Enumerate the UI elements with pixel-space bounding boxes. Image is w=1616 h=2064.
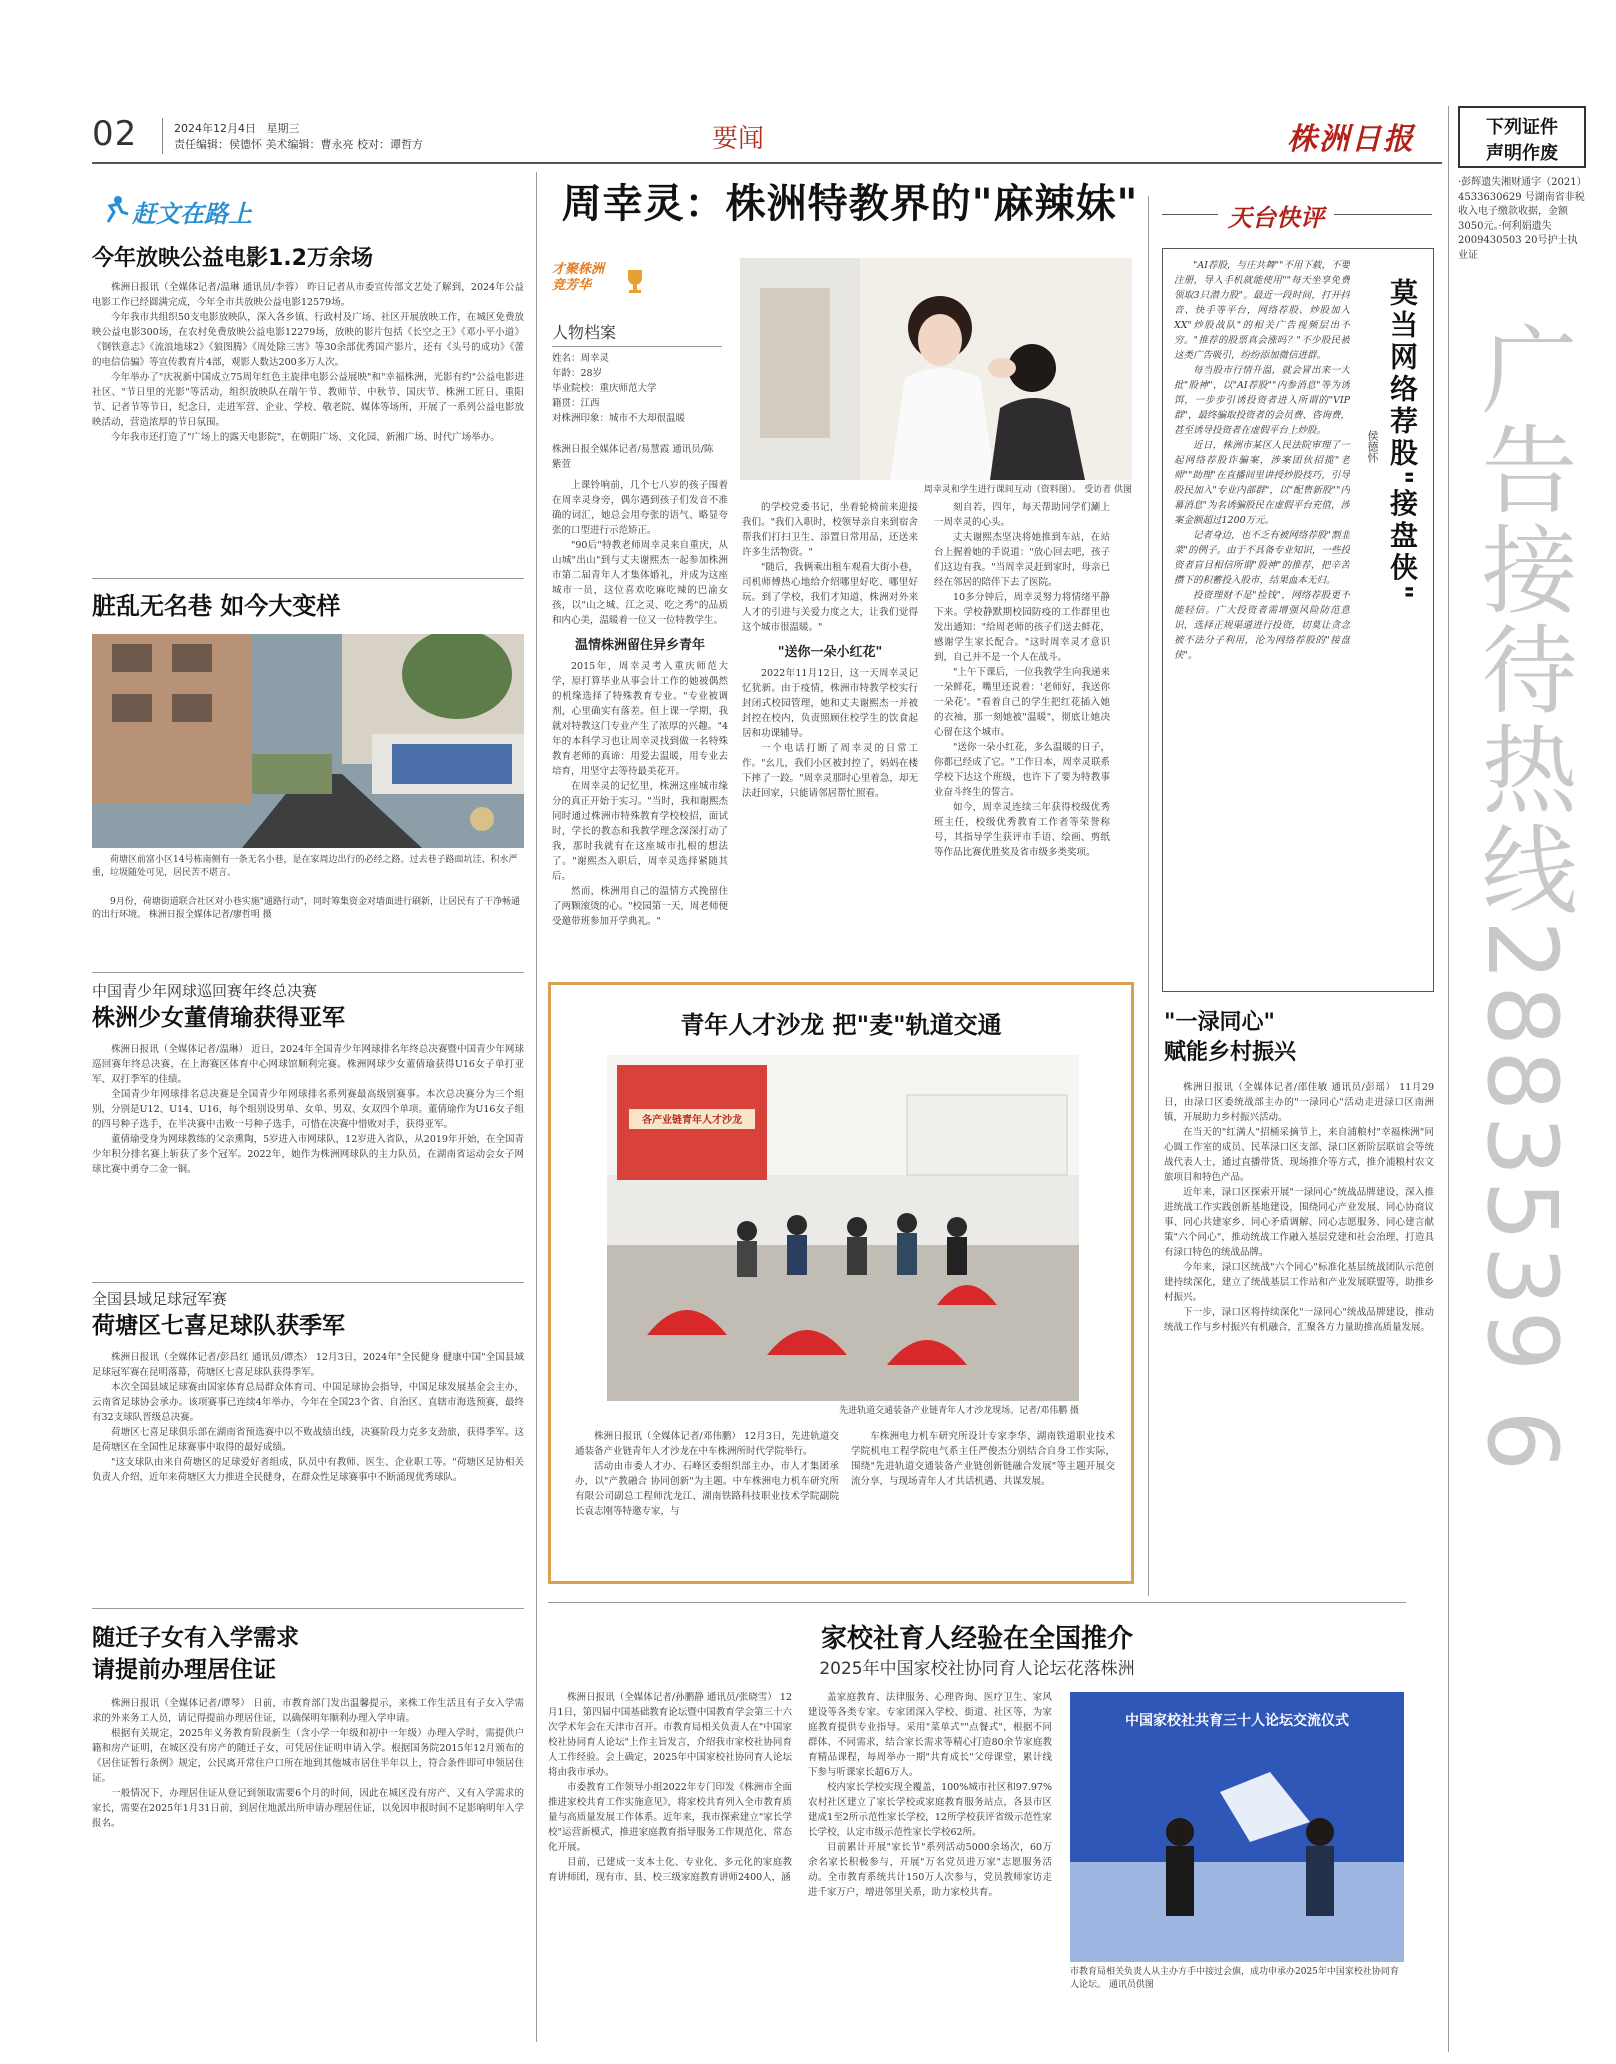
feature-photo <box>740 258 1132 480</box>
commentary-paragraph: 记者身边，也不乏有被网络荐股"割韭菜"的例子。由于不具备专业知识，一些投资者盲目相信所谓"股神"的推荐，把辛苦攒下的积蓄投入股市，结果血本无归。 <box>1174 530 1350 586</box>
article-title-line-1: "一渌同心" <box>1164 1010 1275 1035</box>
photo-caption: 周幸灵和学生进行课间互动（资料图）。 受访者 供图 <box>923 485 1132 495</box>
issue-weekday: 星期三 <box>266 122 300 135</box>
commentary-brand-bar <box>1162 198 1432 232</box>
feature-subheading: 温情株洲留住异乡青年 <box>574 638 705 653</box>
article-lane <box>92 590 524 940</box>
divider <box>548 1602 1406 1603</box>
article-byline: 株洲日报讯（全媒体记者/孙鹏静 通讯员/张晓雪） 12月1日，第四届中国基础教育论坛暨中国教育学会第三十六次学术年会在天津市召开。市教育局相关负责人在"中国家校社协同育人论坛"上作主旨发言，介绍我市家校社协同育人工作经验。会上确定，2025年中国家校社协同育人论坛将由我市承办。 <box>548 1692 792 1778</box>
feature-paragraph: 的学校党委书记，坐着轮椅前来迎接我们。"我们入职时，校领导亲自来到宿舍帮我们打扫卫生、添置日常用品，还送来许多生活物资。" <box>742 502 918 558</box>
article-paragraph: 一般情况下，办理居住证从登记到领取需要6个月的时间，因此在城区没有房产、又有入学需求的家长，需要在2025年1月31日前，到居住地派出所申请办理居住证，以免因申报时间不足影响明年入学报名。 <box>92 1788 524 1829</box>
article-paragraph: 活动由市委人才办、石峰区委组织部主办，市人才集团承办，以"产教融合 协同创新"为主题。中车株洲电力机车研究所有限公司副总工程师沈龙江、湖南铁路科技职业技术学院副院长袁志刚等特邀专家，与 <box>575 1461 839 1517</box>
runner-icon <box>100 194 130 224</box>
divider <box>162 118 163 154</box>
forum-column-1 <box>548 1690 792 2040</box>
article-paragraph: 今年我市共组织50支电影放映队，深入各乡镇、行政村及广场、社区开展放映工作，在城区免费放映公益电影300场，在农村免费放映公益电影12279场，放映的影片包括《长空之王》《邓小平小道》《钢铁意志》《流浪地球2》《狼图腾》《周处除三害》等30余部优秀国产影片，还有《头号的成功》《蕾的电信信骗》等宣传教育片4部，观影人数达200多万人次。 <box>92 312 524 368</box>
article-paragraph: "这支球队由来自荷塘区的足球爱好者组成，队员中有教师、医生、企业职工等。"荷塘区足协相关负责人介绍，近年来荷塘区大力推进全民健身，在群众性足球赛事中不断涌现优秀球队。 <box>92 1457 524 1483</box>
column-brand-text: 赶文在路上 <box>132 199 252 228</box>
divider <box>92 1282 524 1283</box>
salon-photo <box>607 1055 1079 1401</box>
salon-banner-text: 各产业链青年人才沙龙 <box>642 1115 742 1126</box>
commentary-paragraph: 近日，株洲市某区人民法院审理了一起网络荐股诈骗案，涉案团伙招揽"老师""助理"在直播间里讲授炒股技巧，引导股民加入"专业内部群"，以"配售新股""内幕消息"为名诱骗股民在虚假平台充值，涉案金额超过1200万元。 <box>1174 440 1350 526</box>
profile-box <box>552 320 722 430</box>
article-title-line-1: 随迁子女有入学需求 <box>92 1625 299 1651</box>
forum-subtitle: 2025年中国家校社协同育人论坛花落株洲 <box>819 1659 1135 1679</box>
column-divider <box>1148 196 1149 1596</box>
profile-item: 年龄：28岁 <box>552 368 603 379</box>
feature-column-3 <box>934 500 1110 978</box>
feature-badge <box>552 262 648 302</box>
feature-paragraph: 在周幸灵的记忆里，株洲这座城市缘分的真正开始于实习。"当时，我和谢熙杰同时通过株洲市特殊教育学校校招，面试时，学长的教态和我教学理念深深打动了我，那时我就有在这座城市扎根的想法了。"谢熙杰入职后，周幸灵选择紧随其后。 <box>552 781 728 882</box>
divider <box>92 972 524 973</box>
column-divider <box>536 172 537 2042</box>
notice-title-2: 声明作废 <box>1486 143 1558 164</box>
article-title-line-2: 赋能乡村振兴 <box>1164 1040 1297 1065</box>
article-paragraph: 市委教育工作领导小组2022年专门印发《株洲市全面推进家校共育工作实施意见》，将家校共育列入全市教育质量与高质量发展工作体系。近年来，我市探索建立"家长学校"运营新模式，推进家庭教育指导服务工作规范化、常态化开展。 <box>548 1782 792 1853</box>
article-title: 荷塘区七喜足球队获季军 <box>92 1313 345 1339</box>
article-byline: 株洲日报讯（全媒体记者/谭琴） 日前，市教育部门发出温馨提示，来株工作生活且有子女入学需求的外来务工人员，请记得提前办理居住证，以确保明年顺利办理入学申请。 <box>92 1698 524 1724</box>
notice-box <box>1458 106 1586 304</box>
masthead <box>92 110 1440 162</box>
feature-paragraph: 上课铃响前，几个七八岁的孩子围着在周幸灵身旁，偶尔遇到孩子们发音不准确的词汇，她总会用夸张的语气、略显夸张的口型进行示范矫正。 <box>552 480 728 536</box>
feature-paragraph: 2015年，周幸灵考入重庆师范大学，原打算毕业从事会计工作的她被偶然的机缘选择了特殊教育专业。"专业被调剂，心里确实有落差。但上课一学期，我就对特教这门专业产生了浓厚的兴趣。"4年的本科学习也让周幸灵找到做一名特殊教育老师的真谛：用爱去温暖，用专业去培育，用坚守去等待最美花开。 <box>552 661 728 777</box>
article-paragraph: 目前累计开展"家长节"系列活动5000余场次，60万余名家长积极参与，开展"万名党员进万家"志愿服务活动。全市教育系统共计150万人次参与，党员教师家访走进千家万户，增进邻里关系，助力家校共育。 <box>808 1842 1052 1898</box>
photo-caption: 荷塘区前富小区14号栋南侧有一条无名小巷，是在家周边出行的必经之路。过去巷子路面坑洼、积水严重，垃圾随处可见，居民苦不堪言。 <box>92 855 518 878</box>
page-number: 02 <box>92 114 138 154</box>
article-paragraph: 校内家长学校实现全覆盖，100%城市社区和97.97%农村社区建立了家长学校或家庭教育服务站点，各县市区建成1至2所示范性家长学校，12所学校获评省级示范性家长学校，认定市级示范性家长学校62所。 <box>808 1782 1052 1838</box>
article-paragraph: 本次全国县域足球赛由国家体育总局群众体育司、中国足球协会指导，中国足球发展基金会主办，云南省足球协会承办。该项赛事已连续4年举办，今年在全国23个省、自治区、直辖市海选预赛，最终有32支球队晋级总决赛。 <box>92 1382 524 1423</box>
article-paragraph: 全国青少年网球排名总决赛是全国青少年网球排名系列赛最高级别赛事。本次总决赛分为三个组别，分别是U12、U14、U16，每个组别设男单、女单、男双、女双四个单项。董倩瑜作为U16女子组的四号种子选手，在半决赛中击败一号种子选手，可惜在决赛中惜败对手，获得亚军。 <box>92 1089 524 1130</box>
masthead-rule <box>92 162 1442 164</box>
issue-date: 2024年12月4日 <box>174 122 256 135</box>
article-football <box>92 1288 524 1606</box>
feature-paragraph: "送你一朵小红花，多么温暖的日子，你都已经成了它。"工作日本，周幸灵联系学校下达这个班级，也许下了要为特教事业奋斗终生的誓言。 <box>934 742 1110 798</box>
profile-item: 毕业院校：重庆师范大学 <box>552 383 657 394</box>
feature-paragraph: 2022年11月12日，这一天周幸灵记忆犹新。由于疫情，株洲市特教学校实行封闭式校园管理，她和丈夫谢熙杰一并被封控在校内，负责照顾住校学生的饮食起居和功课辅导。 <box>742 668 918 739</box>
article-byline: 株洲日报讯（全媒体记者/温琳） 近日，2024年全国青少年网球排名年终总决赛暨中国青少年网球巡回赛年终总决赛，在上海赛区体育中心网球馆顺利完赛。株洲网球少女董倩瑜获得U16女子单打亚军、双打季军的佳绩。 <box>92 1044 524 1085</box>
article-paragraph: 车株洲电力机车研究所设计专家李华、湖南铁道职业技术学院机电工程学院电气系主任严俊杰分别结合自身工作实际，围绕"先进轨道交通装备产业链创新链融合发展"等主题开展交流分享，与现场青年人才共话机遇、共谋发展。 <box>851 1431 1115 1487</box>
profile-title: 人物档案 <box>552 320 722 347</box>
divider <box>92 578 524 579</box>
notice-text: ·彭辉遗失湘财通字（2021）4533630629 号湖南省非税收入电子缴款收据，金额3050元。·何利娟遗失2009430503 20号护士执业证 <box>1458 177 1585 261</box>
badge-line-2: 竞芳华 <box>552 278 592 293</box>
feature-paragraph: 一个电话打断了周幸灵的日常工作。"幺儿，我们小区被封控了，妈妈在楼下摔了一跤。"周幸灵那时心里着急，却无法赶回家，只能请邻居帮忙照看。 <box>742 743 918 799</box>
section-name: 要闻 <box>712 124 765 154</box>
column-brand <box>100 192 320 228</box>
feature-paragraph: 刻自若，四年，每天帮助同学们涮上一周幸灵的心头。 <box>934 502 1110 528</box>
commentary-text <box>1174 258 1350 988</box>
salon-box <box>548 982 1134 1584</box>
article-paragraph: 盖家庭教育、法律服务、心理咨询、医疗卫生、家风建设等各类专家。专家团深入学校、街道、社区等，为家庭教育提供专业指导。采用"菜单式""点餐式"，根据不同群体、不同需求，结合家长需求等精心打造80余节家庭教育精品课程，每周举办一期"共育成长"父母课堂，累计线下参与听课家长超6万人。 <box>808 1692 1052 1778</box>
feature-byline: 株洲日报全媒体记者/易慧霞 通讯员/陈紫萱 <box>552 444 714 470</box>
feature-column-2 <box>742 500 918 978</box>
commentary-brand: 天台快评 <box>1218 198 1334 233</box>
article-kicker: 中国青少年网球巡回赛年终总决赛 <box>92 982 318 1000</box>
article-title: 今年放映公益电影1.2万余场 <box>92 246 373 271</box>
feature-subheading: "送你一朵小红花" <box>777 645 883 660</box>
forum-column-2 <box>808 1690 1052 2040</box>
notice-title-1: 下列证件 <box>1486 117 1558 138</box>
badge-line-1: 才聚株洲 <box>552 262 605 277</box>
commentary-paragraph: 投资理财不是"捡钱"，网络荐股更不能轻信。广大投资者需增强风险防范意识，选择正规渠道进行投资，切莫让贪念被不法分子利用，沦为网络荐股的"接盘侠"。 <box>1174 590 1350 661</box>
article-village <box>1164 1008 1434 1594</box>
feature-paragraph: 然而，株洲用自己的温情方式挽留住了两颗滚烫的心。"校园第一天，周老师便受邀带班参加开学典礼。" <box>552 886 728 927</box>
salon-column-1 <box>575 1429 839 1519</box>
article-residence-permit <box>92 1622 524 2042</box>
salon-title: 青年人才沙龙 把"麦"轨道交通 <box>680 1011 1002 1039</box>
profile-item: 姓名：周幸灵 <box>552 353 610 364</box>
article-byline: 株洲日报讯（全媒体记者/邓伟鹏） 12月3日，先进轨道交通装备产业链青年人才沙龙在中车株洲所时代学院举行。 <box>575 1431 839 1457</box>
profile-list <box>552 351 722 426</box>
ad-hotline: 广告接待热线2883539 6 <box>1466 320 1578 1476</box>
photo-caption: 先进轨道交通装备产业链青年人才沙龙现场。记者/邓伟鹏 摄 <box>839 1406 1079 1416</box>
article-paragraph: 目前，已建成一支本土化、专业化、多元化的家庭教育讲师团，现有市、县、校三级家庭教育讲师2400人，涵 <box>548 1857 792 1883</box>
feature-paragraph: 如今，周幸灵连续三年获得校级优秀班主任，校级优秀教育工作者等荣誉称号，其指导学生获评市手语、绘画、剪纸等作品比赛优胜奖及省市级多类奖项。 <box>934 802 1110 858</box>
ad-divider <box>1448 106 1449 2052</box>
article-paragraph: 今年我市还打造了"广场上的露天电影院"，在朝阳广场、文化园、新湘广场、时代广场举办。 <box>111 432 500 443</box>
article-paragraph: 荷塘区七喜足球俱乐部在湖南省预选赛中以不败战绩出线，决赛阶段力克多支劲旅，获得季军。这是荷塘区在全国性足球赛事中取得的最好成绩。 <box>92 1427 524 1453</box>
feature-paragraph: 丈夫谢熙杰坚决将她推到车站，在站台上握着她的手说道："放心回去吧，孩子们这边有我。"当周幸灵赶到家时，母亲已经在邻居的陪伴下去了医院。 <box>934 532 1110 588</box>
forum-photo-banner: 中国家校社共育三十人论坛交流仪式 <box>1125 1713 1349 1729</box>
article-paragraph: 下一步，渌口区将持续深化"一渌同心"统战品牌建设，推动统战工作与乡村振兴有机融合，汇聚各方力量助推高质量发展。 <box>1164 1307 1434 1333</box>
commentary-paragraph: 每当股市行情升温，就会冒出来一大批"股神"，以"AI荐股""内参消息"等为诱饵，一步步引诱投资者进入所谓的"VIP群"，最终骗取投资者的会员费、咨询费，甚至诱导投资者在虚假平台上炒股。 <box>1174 365 1350 436</box>
article-paragraph: 在当天的"红满人"招桶采摘节上，来自浦粮村"幸福株洲"同心圆工作室的成员、民革渌口区支部、渌口区新阶层联谊会等统战代表人士，通过直播带货、现场推介等方式，推介浦粮村农文旅项目和特色产品。 <box>1164 1127 1434 1183</box>
feature-headline: 周幸灵：株洲特教界的"麻辣妹" <box>561 181 1139 227</box>
article-paragraph: 根据有关规定，2025年义务教育阶段新生（含小学一年级和初中一年级）办理入学时，需提供户籍和房产证明，在城区没有房产的随迁子女，可凭居住证明申请入学。根据国务院2015年12月颁布的《居住证暂行条例》规定，公民离开常住户口所在地到其他城市居住半年以上，符合条件即可申领居住证。 <box>92 1728 524 1784</box>
forum-photo <box>1070 1692 1404 1962</box>
feature-column-1 <box>552 478 728 978</box>
feature-paragraph: 10多分钟后，周幸灵努力将情绪平静下来。学校静默期校园防疫的工作群里也发出通知："给周老师的孩子们送去鲜花，感谢学生家长配合。"这时周幸灵才意识到，自己并不是一个人在战斗。 <box>934 592 1110 663</box>
photo-caption: 9月份，荷塘街道联合社区对小巷实施"通路行动"，同时筹集资金对墙面进行刷新，让居民有了干净畅通的出行环境。 株洲日报全媒体记者/廖哲明 摄 <box>92 897 521 920</box>
article-paragraph: 董倩瑜受身为网球教练的父亲熏陶，5岁进入市网球队，12岁进入省队，从2019年开始，在全国青少年积分排名赛上斩获了多个冠军。2022年，她作为株洲网球队的主力队员，在湖南省运动会女子网球比赛中勇夺二金一铜。 <box>92 1134 524 1175</box>
divider <box>92 1608 524 1609</box>
commentary-title: 莫当网络荐股"接盘侠" <box>1386 278 1419 604</box>
article-byline: 株洲日报讯（全媒体记者/邵佳敏 通讯员/彭瑶） 11月29日，由渌口区委统战部主办的"一渌同心"活动走进渌口区南洲镇，开展助力乡村振兴活动。 <box>1164 1082 1434 1123</box>
article-byline: 株洲日报讯（全媒体记者/彭昌红 通讯员/谭杰） 12月3日，2024年"全民健身 健康中国"全国县域足球冠军赛在昆明落幕，荷塘区七喜足球队获得季军。 <box>92 1352 524 1378</box>
article-paragraph: 今年举办了"庆祝新中国成立75周年红色主旋律电影公益展映"和"幸福株洲，光影有约"公益电影进社区、"节日里的光影"等活动，组织放映队在端午节、教师节、中秋节、国庆节、株洲工匠日、重阳节、记者节等节日，纪念日，走进军营、企业、学校、敬老院、媒体等场所，开展了一系列公益电影放映活动，营造浓厚的节日氛围。 <box>92 372 524 428</box>
trophy-icon <box>624 268 646 294</box>
feature-paragraph: "随后，我俩乘出租车观看大街小巷，司机师傅热心地给介绍哪里好吃、哪里好玩。到了学校，我们才知道，株洲对外来人才的引进与关爱力度之大，让我们觉得这个城市很温暖。" <box>742 562 918 633</box>
paper-logo: 株洲日报 <box>1287 122 1415 157</box>
article-tennis <box>92 980 524 1280</box>
article-film <box>92 244 524 574</box>
editor-credits: 责任编辑：侯德怀 美术编辑：曹永亮 校对：谭哲方 <box>174 138 423 151</box>
article-title: 脏乱无名巷 如今大变样 <box>92 592 341 620</box>
article-paragraph: 近年来，渌口区探索开展"一渌同心"统战品牌建设，深入推进统战工作实践创新基地建设，围绕同心产业发展、同心协商议事、同心共建家乡、同心矛盾调解、同心志愿服务、同心建言献策"六个同心"，推动统战工作融入基层党建和社会治理，打造具有渌口特色的统战品牌。 <box>1164 1187 1434 1258</box>
profile-item: 籍贯：江西 <box>552 398 600 409</box>
forum-headline: 家校社育人经验在全国推介 <box>820 1624 1133 1654</box>
article-byline: 株洲日报讯（全媒体记者/温琳 通讯员/李蓉） 昨日记者从市委宣传部文艺处了解到，2024年公益电影工作已经圆满完成，今年全市共放映公益电影12579场。 <box>92 282 524 308</box>
photo-caption: 市教育局相关负责人从主办方手中接过会旗，成功申承办2025年中国家校社协同育人论坛。 通讯员供图 <box>1070 1967 1399 1990</box>
ad-block <box>1462 320 1582 2040</box>
article-title-line-2: 请提前办理居住证 <box>92 1657 276 1683</box>
salon-column-2 <box>851 1429 1115 1489</box>
article-title: 株洲少女董倩瑜获得亚军 <box>92 1005 345 1031</box>
article-kicker: 全国县域足球冠军赛 <box>92 1290 228 1308</box>
alley-photo <box>92 634 524 848</box>
feature-paragraph: "上午下课后，一位我教学生向我递来一朵鲜花，嘴里还说着：'老师好，我送你一朵花'。"看着自己的学生把红花插入她的衣袖，那一刻她被"温暖"，彻底让她决心留在这个城市。 <box>934 667 1110 738</box>
profile-item: 对株洲印象：城市不大却很温暖 <box>552 413 686 424</box>
article-paragraph: 今年来，渌口区统战"六个同心"标准化基层统战团队示范创建持续深化，建立了统战基层工作站和产业发展联盟等，助推乡村振兴。 <box>1164 1262 1434 1303</box>
feature-paragraph: "90后"特教老师周幸灵来自重庆，从山城"出山"到与丈夫谢熙杰一起参加株洲市第二届青年人才集体婚礼，并成为这座城市一员，这位喜欢吃麻吃辣的巴渝女孩，以"山之城、江之灵、吃之秀"的品质和内心美，温暖着一位又一位特教学生。 <box>552 540 728 626</box>
commentary-paragraph: "AI荐股，与庄共舞""不用下载，不要注册，导入手机就能使用""每天坐享免费领取3只潜力股"。最近一段时间，打开抖音、快手等平台，网络荐股、炒股加入XX"炒股战队"的相关广告视频层出不穷。"推荐的股票真会涨吗？"不少股民被这类广告吸引，纷纷添加微信进群。 <box>1174 260 1350 361</box>
commentary-author: 侯德怀 <box>1366 430 1379 463</box>
